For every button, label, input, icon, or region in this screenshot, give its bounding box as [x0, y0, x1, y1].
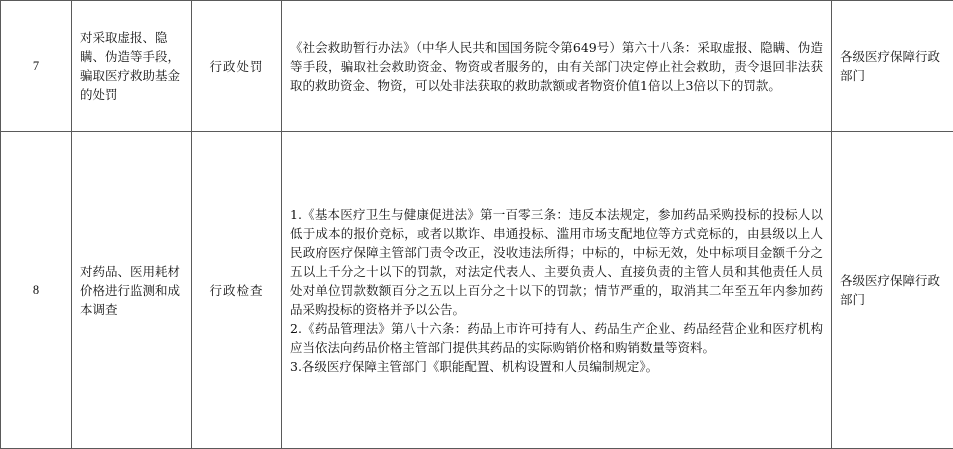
table-row — [1, 132, 953, 449]
legal-basis — [282, 132, 832, 449]
responsible-department: 各级医疗保障行政部门 — [832, 132, 953, 449]
table-row — [1, 1, 953, 132]
item-type: 行政处罚 — [192, 1, 282, 132]
row-number: 8 — [1, 132, 72, 449]
legal-basis-item: 1.《基本医疗卫生与健康促进法》第一百零三条：违反本法规定，参加药品采购投标的投标人以低于成本的报价竞标，或者以欺诈、串通投标、滥用市场支配地位等方式竞标的，由县级以上人民政府医疗保障主管部门责令改正，没收违法所得；中标的，中标无效，处中标项目金额千分之五以上千分之十以下的罚款，对法定代表人、主要负责人、直接负责的主管人员和其他责任人员处对单位罚款数额百分之五以上百分之十以下的罚款；情节严重的，取消其二年至五年内参加药品采购投标的资格并予以公告。 — [290, 205, 823, 319]
legal-basis — [282, 1, 832, 132]
legal-basis-text: 《社会救助暂行办法》（中华人民共和国国务院令第649号）第六十八条：采取虚报、隐瞒、伪造等手段，骗取社会救助资金、物资或者服务的，由有关部门决定停止社会救助，责令退回非法获取的救助资金、物资，可以处非法获取的救助款额或者物资价值1倍以上3倍以下的罚款。 — [290, 38, 823, 95]
item-name: 对采取虚报、隐瞒、伪造等手段，骗取医疗救助基金的处罚 — [72, 1, 192, 132]
legal-basis-item: 2.《药品管理法》第八十六条：药品上市许可持有人、药品生产企业、药品经营企业和医疗机构应当依法向药品价格主管部门提供其药品的实际购销价格和购销数量等资料。 — [290, 319, 823, 357]
responsible-department: 各级医疗保障行政部门 — [832, 1, 953, 132]
item-type: 行政检查 — [192, 132, 282, 449]
legal-basis-item: 3.各级医疗保障主管部门《职能配置、机构设置和人员编制规定》。 — [290, 357, 823, 376]
item-name: 对药品、医用耗材价格进行监测和成本调查 — [72, 132, 192, 449]
row-number: 7 — [1, 1, 72, 132]
